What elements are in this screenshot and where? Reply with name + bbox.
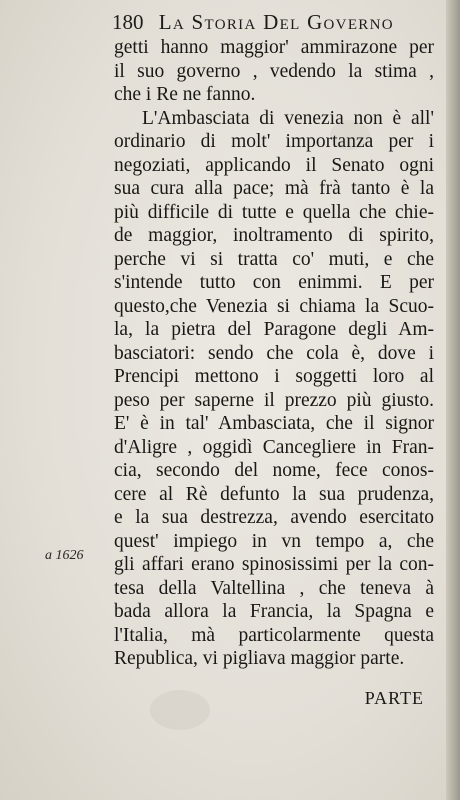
text-line: peso per saperne il prezzo più giusto. — [114, 389, 434, 411]
text-line: s'intende tutto con enimmi. E per — [114, 272, 434, 293]
text-line: cia, secondo del nome, fece conos- — [114, 460, 434, 481]
text-line: tesa della Valtellina , che teneva à — [114, 577, 434, 599]
text-line: gli affari erano spinosissimi per la con- — [114, 554, 434, 575]
paper-stain — [150, 690, 210, 730]
page-number: 180 — [112, 10, 144, 34]
text-line: il suo governo , vedendo la stima , — [114, 60, 434, 82]
text-line: l'Italia, mà particolarmente questa — [114, 624, 434, 646]
text-line: d'Aligre , oggidì Cancegliere in Fran- — [114, 436, 434, 458]
text-line: Republica, vi pigliava maggior parte. — [114, 648, 405, 669]
body-text — [114, 36, 434, 671]
text-line: basciatori: sendo che cola è, dove i — [114, 342, 434, 364]
text-line: cere al Rè defunto la sua prudenza, — [114, 483, 434, 505]
text-line: Prencipi mettono i soggetti loro al — [114, 366, 434, 387]
text-line: E' è in tal' Ambasciata, che il signor — [114, 413, 434, 434]
text-line: questo,che Venezia si chiama la Scuo- — [114, 295, 434, 317]
text-line: ordinario di molt' importanza per i — [114, 131, 434, 152]
text-line: getti hanno maggior' ammirazone per — [114, 37, 434, 58]
text-line: e la sua destrezza, avendo esercitato — [114, 507, 434, 528]
text-line: quest' impiego in vn tempo a, che — [114, 530, 434, 552]
text-line: più difficile di tutte e quella che chie- — [114, 201, 434, 223]
text-line: sua cura alla pace; mà frà tanto è la — [114, 178, 434, 199]
running-title: La Storia Del Governo — [158, 10, 394, 34]
text-line: de maggior, inoltramento di spirito, — [114, 225, 434, 246]
text-line: che i Re ne fanno. — [114, 84, 256, 105]
text-line: bada allora la Francia, la Spagna e — [114, 601, 434, 622]
text-line: negoziati, applicando il Senato ogni — [114, 154, 434, 176]
page-gutter-shadow — [446, 0, 460, 800]
catchword: PARTE — [364, 688, 424, 708]
text-line: perche vi si tratta co' muti, e che — [114, 248, 434, 270]
text-line: la, la pietra del Paragone degli Am- — [114, 319, 434, 340]
margin-note: a 1626 — [45, 548, 84, 563]
text-line: L'Ambasciata di venezia non è all' — [142, 107, 434, 129]
